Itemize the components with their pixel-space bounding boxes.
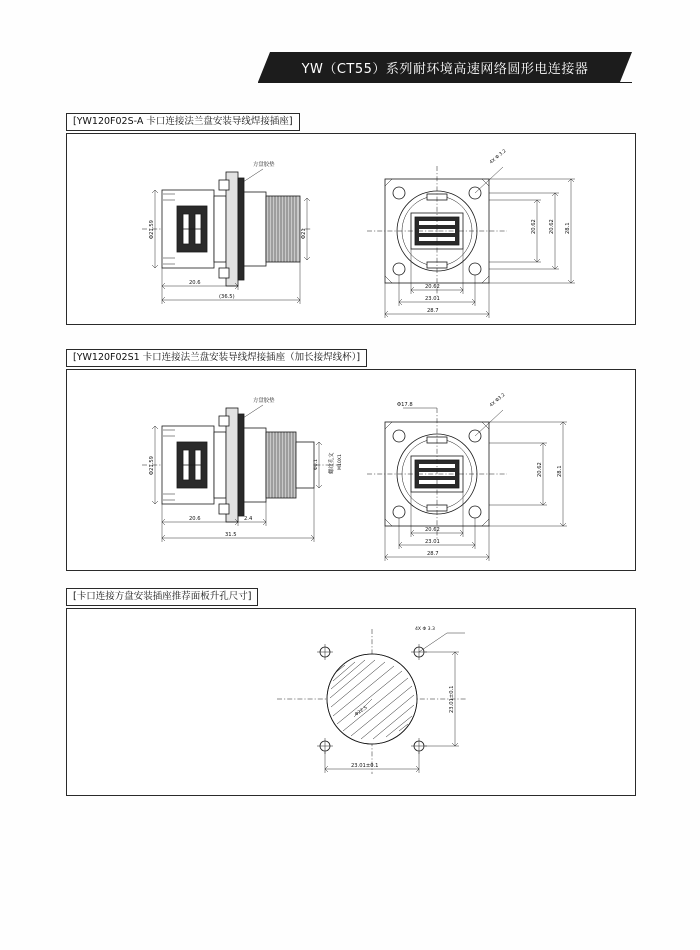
gasket-note-1: 方盘胶垫 bbox=[253, 162, 275, 168]
dim-w2-2: 23.01 bbox=[425, 539, 440, 545]
figure-2-drawing bbox=[67, 370, 633, 568]
dim-v-3: 23.01±0.1 bbox=[449, 685, 455, 713]
dim-b-2: 2.4 bbox=[244, 516, 253, 522]
thread-note-cn-2: 螺纹孔文 bbox=[329, 452, 335, 474]
figure-1-drawing bbox=[67, 134, 633, 322]
dim-top-diameter-2: Φ17.8 bbox=[397, 402, 413, 408]
gasket-note-2: 方盘胶垫 bbox=[253, 398, 275, 404]
dim-sq2-1: 20.62 bbox=[549, 219, 555, 234]
dim-phi-2: Φ0.1 bbox=[314, 459, 319, 470]
section-3-caption: [卡口连接方盘安装插座推荐面板升孔尺寸] bbox=[66, 588, 258, 606]
hole-note-1: 4X Φ 3.2 bbox=[489, 148, 508, 166]
hole-note-3: 4X Φ 3.3 bbox=[415, 627, 435, 632]
figure-3-drawing bbox=[67, 609, 633, 793]
dim-w1-1: 20.62 bbox=[425, 284, 440, 290]
dim-sq1-1: 20.62 bbox=[531, 219, 537, 234]
hole-note-2: 4X Φ3.2 bbox=[489, 392, 507, 409]
dim-w3-2: 28.7 bbox=[427, 551, 439, 557]
dim-w3-1: 28.7 bbox=[427, 308, 439, 314]
dim-sq2-2: 28.1 bbox=[557, 465, 563, 477]
figure-1 bbox=[66, 133, 636, 325]
dim-a-1: 20.6 bbox=[189, 280, 201, 286]
figure-3 bbox=[66, 608, 636, 796]
figure-2 bbox=[66, 369, 636, 571]
dim-left-diameter-2: Φ21.59 bbox=[149, 456, 155, 475]
dim-w1-2: 20.62 bbox=[425, 527, 440, 533]
dim-a-2: 20.6 bbox=[189, 516, 201, 522]
page-title: YW（CT55）系列耐环境高速网络圆形电连接器 bbox=[301, 61, 589, 77]
dim-h-3: 23.01±0.1 bbox=[351, 763, 379, 769]
dim-w2-1: 23.01 bbox=[425, 296, 440, 302]
header-banner bbox=[258, 52, 632, 82]
bore-note-3: Φ22.5 bbox=[354, 705, 369, 718]
dim-c-2: 31.5 bbox=[225, 532, 237, 538]
dim-left-diameter-1: Φ21.59 bbox=[149, 220, 155, 239]
dim-right-diameter-1: Φ21 bbox=[301, 228, 307, 239]
section-2-caption: [YW120F02S1 卡口连接法兰盘安装导线焊接插座（加长接焊线杯）] bbox=[66, 349, 367, 367]
section-1-caption: [YW120F02S-A 卡口连接法兰盘安装导线焊接插座] bbox=[66, 113, 300, 131]
thread-note-2: M10X1 bbox=[338, 454, 343, 470]
header-rule bbox=[258, 82, 632, 83]
dim-sq3-1: 28.1 bbox=[565, 222, 571, 234]
dim-sq1-2: 20.62 bbox=[537, 462, 543, 477]
dim-b-1: (36.5) bbox=[219, 294, 235, 300]
